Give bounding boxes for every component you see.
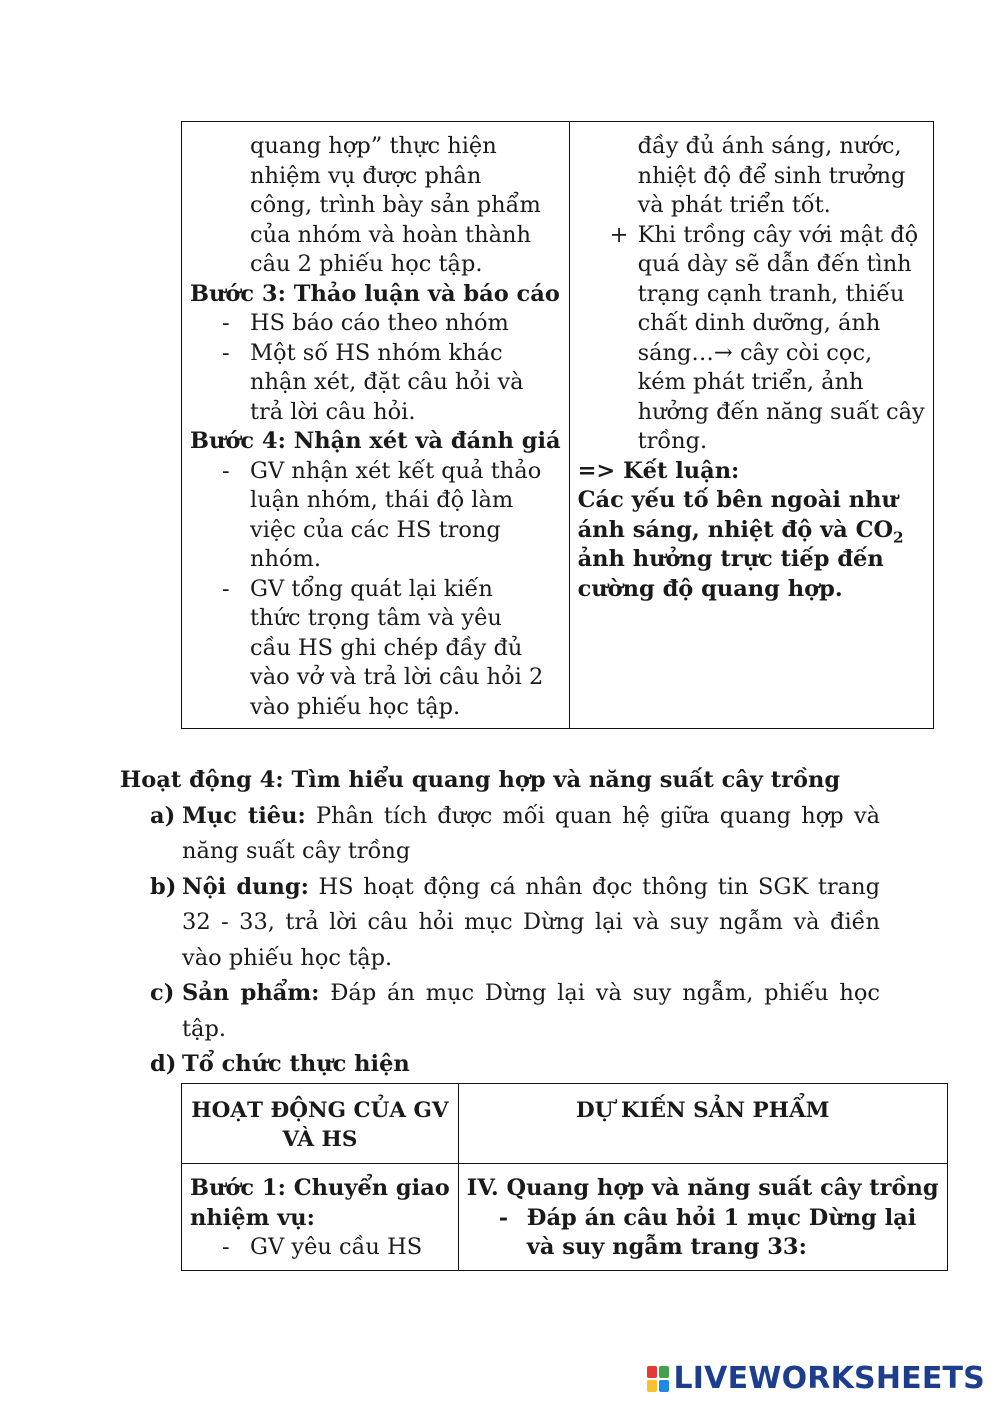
logo-text: LIVEWORKSHEETS xyxy=(673,1361,985,1396)
intro-line: của nhóm và hoàn thành xyxy=(250,221,531,248)
bottom-header-right xyxy=(458,1084,947,1164)
list-item-line xyxy=(190,368,561,398)
activity-item xyxy=(120,1047,880,1083)
intro-line: nhiệt độ để sinh trưởng xyxy=(637,162,906,189)
activity-item-body xyxy=(182,1051,410,1077)
activity-item-key: Nội dung: xyxy=(182,873,309,900)
plus-item-text: sáng…→ cây còi cọc, xyxy=(637,339,873,366)
logo-block xyxy=(647,1366,657,1378)
plus-item-text: quá dày sẽ dẫn đến tình xyxy=(637,251,912,277)
list-item-text: trả lời câu hỏi. xyxy=(250,398,416,425)
logo-icon xyxy=(647,1366,669,1392)
right-plus-item xyxy=(578,221,925,457)
plus-item-line xyxy=(578,309,925,339)
list-item-text: nhận xét, đặt câu hỏi và xyxy=(250,369,524,395)
plus-item-line xyxy=(578,250,925,280)
step4-list xyxy=(190,457,561,723)
plus-item-line xyxy=(578,368,925,398)
plus-item-text: trồng. xyxy=(637,428,708,454)
list-item-line xyxy=(190,457,561,487)
dash-marker: - xyxy=(222,1234,230,1260)
step1-title-line-1: Bước 1: Chuyển giao xyxy=(190,1175,450,1201)
list-item-line xyxy=(190,604,561,634)
top-table xyxy=(181,121,934,729)
list-item-text: vào vở và trả lời câu hỏi 2 xyxy=(250,664,544,690)
step1-item: - GV yêu cầu HS xyxy=(190,1233,450,1263)
list-item-line xyxy=(190,339,561,369)
header-left-line-1: HOẠT ĐỘNG CỦA GV xyxy=(191,1098,449,1123)
activity-item-body xyxy=(182,803,880,865)
step3-list xyxy=(190,309,561,427)
list-item-text: thức trọng tâm và yêu xyxy=(250,605,502,631)
conclusion-line-4: cường độ quang hợp. xyxy=(577,575,843,602)
header-left-line-2: VÀ HS xyxy=(282,1127,358,1152)
activity-item-body xyxy=(182,874,880,971)
answer-item-line-2: và suy ngẫm trang 33: xyxy=(526,1234,807,1260)
list-item-line xyxy=(190,486,561,516)
activity4-section xyxy=(120,763,880,1083)
activity-item-text: Đáp án mục Dừng lại và suy ngẫm, phiếu học tập. xyxy=(182,980,880,1042)
activity-item-label: a) xyxy=(150,802,176,829)
dash-marker: - xyxy=(222,310,230,336)
dash-marker: - xyxy=(498,1204,509,1231)
list-item-text: luận nhóm, thái độ làm xyxy=(250,487,514,513)
activity-item-label: b) xyxy=(150,873,177,900)
activity-item-label: d) xyxy=(150,1051,177,1077)
list-item-line xyxy=(190,575,561,605)
plus-item-line xyxy=(578,398,925,428)
liveworksheets-logo[interactable] xyxy=(647,1361,985,1396)
conclusion-line-3: ảnh hưởng trực tiếp đến xyxy=(577,546,884,572)
bottom-body-left xyxy=(182,1164,459,1271)
intro-line: công, trình bày sản phẩm xyxy=(250,192,541,218)
bottom-body-right xyxy=(458,1164,947,1271)
list-item-line xyxy=(190,309,561,339)
bottom-table xyxy=(181,1083,948,1271)
list-item-text: vào phiếu học tập. xyxy=(250,693,461,720)
plus-item-text: trạng cạnh tranh, thiếu xyxy=(637,280,905,307)
list-item-line xyxy=(190,634,561,664)
list-item-text: HS báo cáo theo nhóm xyxy=(250,310,509,336)
plus-item-text: kém phát triển, ảnh xyxy=(637,369,864,395)
logo-block xyxy=(659,1366,669,1378)
list-item-text: GV nhận xét kết quả thảo xyxy=(250,457,542,484)
list-item-text: cầu HS ghi chép đầy đủ xyxy=(250,634,523,661)
activity-item-text: HS hoạt động cá nhân đọc thông tin SGK trang 32 - 33, trả lời câu hỏi mục Dừng lại và suy ngẫm và điền vào phiếu học tập. xyxy=(182,873,880,971)
list-item-text: Một số HS nhóm khác xyxy=(250,339,503,366)
top-table-left-cell xyxy=(182,122,570,729)
plus-item-line xyxy=(578,280,925,310)
left-intro xyxy=(190,132,561,280)
list-item-text: việc của các HS trong xyxy=(250,516,501,543)
plus-marker: + xyxy=(609,221,629,248)
dash-marker: - xyxy=(222,575,230,602)
intro-line: nhiệm vụ được phân xyxy=(250,162,482,189)
plus-item-text: Khi trồng cây với mật độ xyxy=(637,221,919,248)
activity-item xyxy=(120,870,880,977)
activity-item-body xyxy=(182,980,880,1042)
top-table-right-cell xyxy=(569,122,933,729)
activity-item-text: Phân tích được mối quan hệ giữa quang hợp và năng suất cây trồng xyxy=(182,802,880,864)
list-item-text: GV tổng quát lại kiến xyxy=(250,575,493,602)
list-item-text: nhóm. xyxy=(250,546,322,572)
logo-block xyxy=(647,1380,657,1392)
activity-item-label: c) xyxy=(150,980,175,1006)
conclusion-line-1: Các yếu tố bên ngoài như xyxy=(577,487,898,513)
activity4-items xyxy=(120,799,880,1083)
logo-block xyxy=(659,1380,669,1392)
plus-item-text: hưởng đến năng suất cây xyxy=(637,398,925,425)
intro-line: và phát triển tốt. xyxy=(637,192,831,218)
intro-line: đầy đủ ánh sáng, nước, xyxy=(637,133,902,159)
activity-item xyxy=(120,976,880,1047)
step1-title-line-2: nhiệm vụ: xyxy=(190,1204,315,1231)
bottom-header-left xyxy=(182,1084,459,1164)
header-right: DỰ KIẾN SẢN PHẨM xyxy=(575,1098,830,1123)
conclusion-title: => Kết luận: xyxy=(577,457,740,484)
section-iv-title: IV. Quang hợp và năng suất cây trồng xyxy=(466,1175,939,1201)
plus-item-text: chất dinh dưỡng, ánh xyxy=(637,310,881,336)
list-item-line xyxy=(190,693,561,723)
intro-line: quang hợp” thực hiện xyxy=(250,133,497,159)
intro-line: câu 2 phiếu học tập. xyxy=(250,251,483,277)
activity-item-key: Mục tiêu: xyxy=(182,802,306,829)
activity-item-key: Tổ chức thực hiện xyxy=(182,1051,410,1077)
step3-title: Bước 3: Thảo luận và báo cáo xyxy=(190,280,560,307)
right-intro xyxy=(578,132,925,221)
step4-title: Bước 4: Nhận xét và đánh giá xyxy=(190,428,561,454)
activity4-title: Hoạt động 4: Tìm hiểu quang hợp và năng suất cây trồng xyxy=(120,767,841,793)
activity-item xyxy=(120,799,880,870)
list-item-line xyxy=(190,398,561,428)
plus-item-line xyxy=(578,339,925,369)
dash-marker: - xyxy=(222,457,230,484)
conclusion-line-2: ánh sáng, nhiệt độ và $CO_2$ xyxy=(577,516,904,546)
activity-item-key: Sản phẩm: xyxy=(182,980,320,1006)
plus-item-line xyxy=(578,427,925,457)
answer-item-line-1: - Đáp án câu hỏi 1 mục Dừng lại xyxy=(467,1204,939,1234)
plus-item-line xyxy=(578,221,925,251)
list-item-line xyxy=(190,545,561,575)
list-item-line xyxy=(190,516,561,546)
dash-marker: - xyxy=(222,339,230,366)
list-item-line xyxy=(190,663,561,693)
